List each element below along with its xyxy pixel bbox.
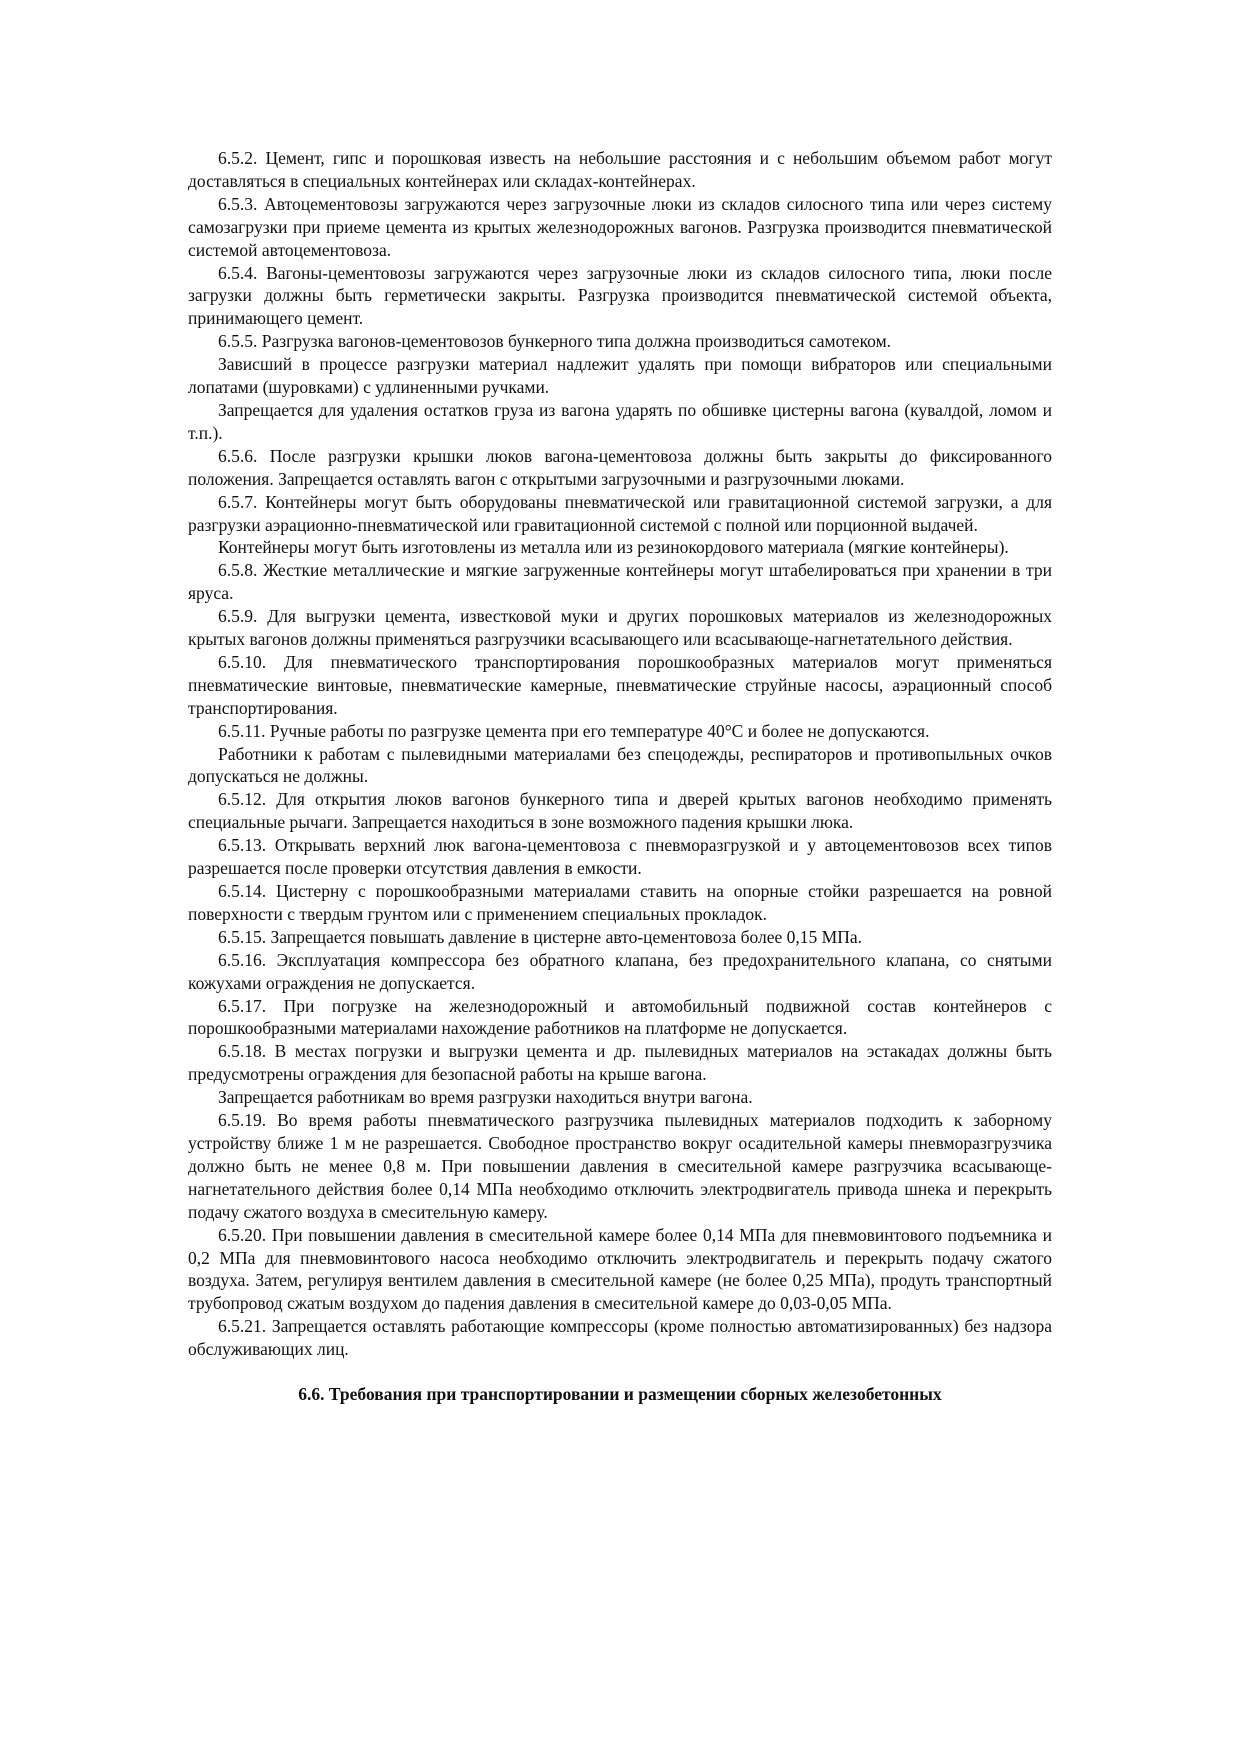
paragraph-6-5-18-note: Запрещается работникам во время разгрузки находиться внутри вагона. xyxy=(218,1087,753,1108)
paragraph-6-5-12: 6.5.12. Для открытия люков вагонов бункерного типа и дверей крытых вагонов необходимо применять специальные рычаги. Запрещается находиться в зоне возможного падения крышки люка. xyxy=(188,789,1052,833)
section-heading-6-6: 6.6. Требования при транспортировании и размещении сборных железобетонных xyxy=(298,1384,942,1405)
paragraph-6-5-20: 6.5.20. При повышении давления в смесительной камере более 0,14 МПа для пневмовинтового подъемника и 0,2 МПа для пневмовинтового насоса необходимо отключить электродвигатель и перекрыть подачу сжатого воздуха. Затем, регулируя вентилем давления в смесительной камере (не более 0,25 МПа), продуть транспортный трубопровод сжатым воздухом до падения давления в смесительной камере до 0,03-0,05 МПа. xyxy=(188,1224,1052,1314)
paragraph-6-5-5-note-2: Запрещается для удаления остатков груза из вагона ударять по обшивке цистерны вагона (кувалдой, ломом и т.п.). xyxy=(188,399,1052,443)
paragraph-6-5-11: 6.5.11. Ручные работы по разгрузке цемента при его температуре 40°С и более не допускаются. xyxy=(218,720,930,741)
paragraph-6-5-7: 6.5.7. Контейнеры могут быть оборудованы пневматической или гравитационной системой загрузки, а для разгрузки аэрационно-пневматической или гравитационной системой с полной или порционной выдачей. xyxy=(188,491,1052,535)
paragraph-6-5-3: 6.5.3. Автоцементовозы загружаются через загрузочные люки из складов силосного типа или через систему самозагрузки при приеме цемента из крытых железнодорожных вагонов. Разгрузка производится пневматической системой автоцементовоза. xyxy=(188,193,1052,260)
paragraph-6-5-8: 6.5.8. Жесткие металлические и мягкие загруженные контейнеры могут штабелироваться при хранении в три яруса. xyxy=(188,560,1052,604)
paragraph-6-5-21: 6.5.21. Запрещается оставлять работающие компрессоры (кроме полностью автоматизированных) без надзора обслуживающих лиц. xyxy=(188,1316,1052,1360)
paragraph-6-5-19: 6.5.19. Во время работы пневматического разгрузчика пылевидных материалов подходить к заборному устройству ближе 1 м не разрешается. Свободное пространство вокруг осадительной камеры пневморазгрузчика должно быть не менее 0,8 м. При повышении давления в смесительной камере разгрузчика всасывающе-нагнетательного действия более 0,14 МПа необходимо отключить электродвигатель привода шнека и перекрыть подачу сжатого воздуха в смесительную камеру. xyxy=(188,1110,1052,1222)
paragraph-6-5-5: 6.5.5. Разгрузка вагонов-цементовозов бункерного типа должна производиться самотеком. xyxy=(218,331,892,352)
paragraph-6-5-6: 6.5.6. После разгрузки крышки люков вагона-цементовоза должны быть закрыты до фиксированного положения. Запрещается оставлять вагон с открытыми загрузочными и разгрузочными люками. xyxy=(188,445,1052,489)
document-page xyxy=(188,147,1052,1406)
paragraph-6-5-13: 6.5.13. Открывать верхний люк вагона-цементовоза с пневморазгрузкой и у автоцементовозов всех типов разрешается после проверки отсутствия давления в емкости. xyxy=(188,835,1052,879)
paragraph-6-5-14: 6.5.14. Цистерну с порошкообразными материалами ставить на опорные стойки разрешается на ровной поверхности с твердым грунтом или с применением специальных прокладок. xyxy=(188,881,1052,924)
paragraph-6-5-15: 6.5.15. Запрещается повышать давление в цистерне авто-цементовоза более 0,15 МПа. xyxy=(218,926,863,947)
paragraph-6-5-17: 6.5.17. При погрузке на железнодорожный и автомобильный подвижной состав контейнеров с порошкообразными материалами нахождение работников на платформе не допускается. xyxy=(188,995,1052,1039)
paragraph-6-5-10: 6.5.10. Для пневматического транспортирования порошкообразных материалов могут применяться пневматические винтовые, пневматические камерные, пневматические струйные насосы, аэрационный способ транспортирования. xyxy=(188,651,1052,718)
paragraph-6-5-11-note: Работники к работам с пылевидными материалами без спецодежды, респираторов и противопыльных очков допускаться не должны. xyxy=(188,743,1052,787)
paragraph-6-5-2: 6.5.2. Цемент, гипс и порошковая известь на небольшие расстояния и с небольшим объемом работ могут доставляться в специальных контейнерах или складах-контейнерах. xyxy=(188,148,1052,191)
paragraph-6-5-16: 6.5.16. Эксплуатация компрессора без обратного клапана, без предохранительного клапана, со снятыми кожухами ограждения не допускается. xyxy=(188,949,1052,993)
paragraph-6-5-18: 6.5.18. В местах погрузки и выгрузки цемента и др. пылевидных материалов на эстакадах должны быть предусмотрены ограждения для безопасной работы на крыше вагона. xyxy=(188,1041,1052,1085)
paragraph-6-5-7-note: Контейнеры могут быть изготовлены из металла или из резинокордового материала (мягкие контейнеры). xyxy=(218,537,1009,558)
paragraph-6-5-4: 6.5.4. Вагоны-цементовозы загружаются через загрузочные люки из складов силосного типа, люки после загрузки должны быть герметически закрыты. Разгрузка производится пневматической системой объекта, принимающего цемент. xyxy=(188,262,1052,329)
paragraph-6-5-9: 6.5.9. Для выгрузки цемента, известковой муки и других порошковых материалов из железнодорожных крытых вагонов должны применяться разгрузчики всасывающего или всасывающе-нагнетательного действия. xyxy=(188,606,1052,650)
paragraph-6-5-5-note-1: Зависший в процессе разгрузки материал надлежит удалять при помощи вибраторов или специальными лопатами (шуровками) с удлиненными ручками. xyxy=(188,354,1052,398)
